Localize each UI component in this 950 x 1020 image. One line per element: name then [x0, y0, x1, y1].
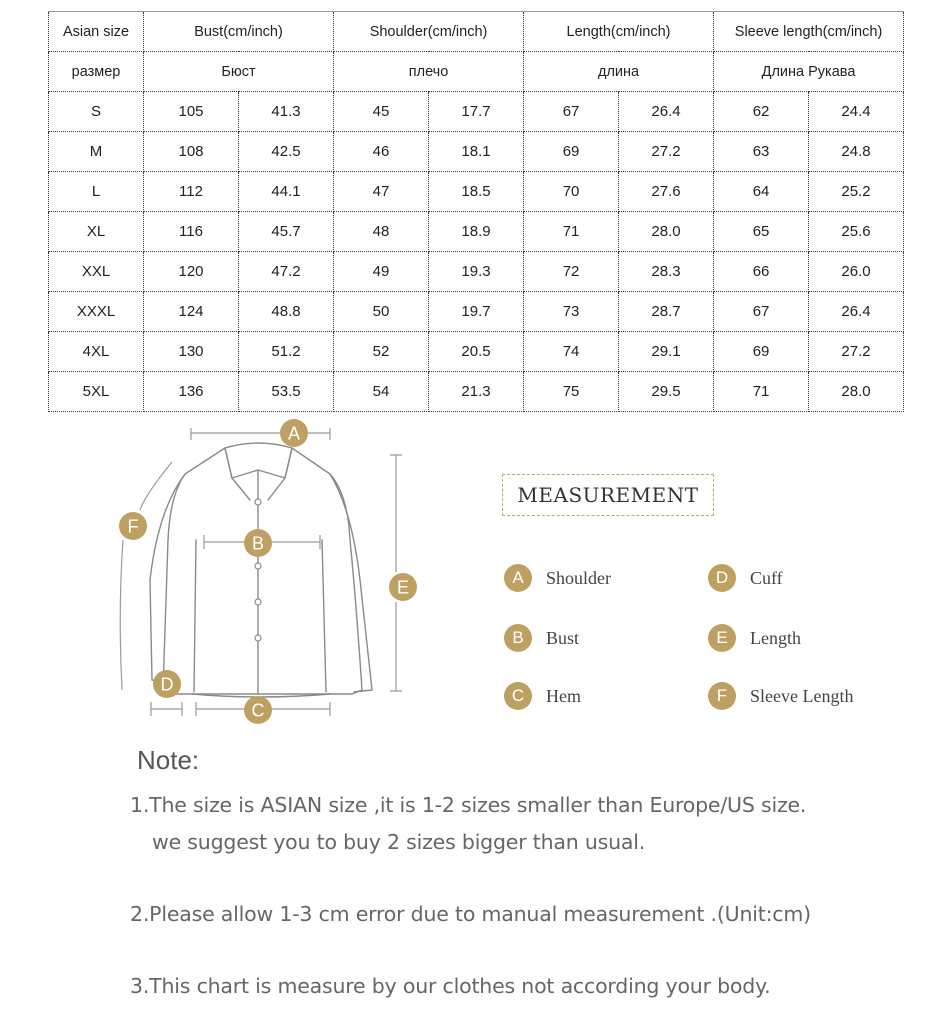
value-cell: 45 — [334, 92, 429, 132]
header-row-russian — [49, 52, 904, 92]
shirt-measurement-diagram — [100, 415, 440, 735]
value-cell: 130 — [144, 332, 239, 372]
legend-badge-b: B — [504, 624, 532, 652]
value-cell: 26.4 — [809, 292, 904, 332]
header-cell: длина — [524, 52, 714, 92]
header-cell: Bust(cm/inch) — [144, 12, 334, 52]
value-cell: 74 — [524, 332, 619, 372]
value-cell: 53.5 — [239, 372, 334, 412]
note-title: Note: — [137, 745, 200, 775]
legend-item-cuff — [708, 564, 783, 592]
value-cell: 26.4 — [619, 92, 714, 132]
value-cell: 67 — [524, 92, 619, 132]
table-row — [49, 212, 904, 252]
table-row — [49, 372, 904, 412]
value-cell: 52 — [334, 332, 429, 372]
length-guide-line — [390, 455, 402, 691]
legend-label-sleeve-length: Sleeve Length — [750, 685, 854, 706]
header-cell: размер — [49, 52, 144, 92]
legend-item-hem — [504, 682, 581, 710]
shoulder-guide-line — [191, 428, 330, 440]
header-cell: Asian size — [49, 12, 144, 52]
marker-a-label: A — [287, 423, 301, 444]
value-cell: 17.7 — [429, 92, 524, 132]
marker-d-label: D — [160, 674, 174, 695]
note-line-1: 1.The size is ASIAN size ,it is 1-2 sizes smaller than Europe/US size. — [130, 793, 807, 817]
value-cell: 27.2 — [809, 332, 904, 372]
value-cell: 63 — [714, 132, 809, 172]
shirt-button — [255, 563, 261, 569]
shirt-button — [255, 499, 261, 505]
legend-badge-f: F — [708, 682, 736, 710]
legend-item-length — [708, 624, 801, 652]
legend-label-hem: Hem — [546, 685, 581, 706]
value-cell: 69 — [524, 132, 619, 172]
size-cell: XXXL — [49, 292, 144, 332]
value-cell: 116 — [144, 212, 239, 252]
header-cell: плечо — [334, 52, 524, 92]
value-cell: 72 — [524, 252, 619, 292]
value-cell: 24.8 — [809, 132, 904, 172]
value-cell: 112 — [144, 172, 239, 212]
value-cell: 18.1 — [429, 132, 524, 172]
legend-badge-e: E — [708, 624, 736, 652]
measurement-title: MEASUREMENT — [517, 483, 699, 507]
size-cell: XL — [49, 212, 144, 252]
marker-c-label: C — [251, 700, 265, 721]
table-row — [49, 132, 904, 172]
measurement-title-box — [502, 474, 714, 516]
marker-b-label: B — [251, 533, 265, 554]
value-cell: 26.0 — [809, 252, 904, 292]
note-line-2: 2.Please allow 1-3 cm error due to manual measurement .(Unit:cm) — [130, 902, 811, 926]
legend-item-bust — [504, 624, 579, 652]
note-line-3: 3.This chart is measure by our clothes not according your body. — [130, 974, 771, 998]
value-cell: 28.3 — [619, 252, 714, 292]
value-cell: 41.3 — [239, 92, 334, 132]
table-body — [49, 92, 904, 412]
value-cell: 105 — [144, 92, 239, 132]
value-cell: 19.3 — [429, 252, 524, 292]
note-line-1-continued: we suggest you to buy 2 sizes bigger than usual. — [152, 830, 646, 854]
size-cell: XXL — [49, 252, 144, 292]
header-cell: Sleeve length(cm/inch) — [714, 12, 904, 52]
shirt-right-sleeve — [330, 474, 372, 692]
legend-label-shoulder: Shoulder — [546, 567, 611, 588]
legend-label-length: Length — [750, 627, 801, 648]
marker-f-label: F — [127, 516, 139, 537]
size-cell: 5XL — [49, 372, 144, 412]
shirt-button — [255, 599, 261, 605]
size-chart-table — [48, 11, 904, 412]
value-cell: 136 — [144, 372, 239, 412]
value-cell: 21.3 — [429, 372, 524, 412]
value-cell: 75 — [524, 372, 619, 412]
legend-label-bust: Bust — [546, 627, 580, 648]
legend-label-cuff: Cuff — [750, 567, 783, 588]
value-cell: 18.9 — [429, 212, 524, 252]
value-cell: 20.5 — [429, 332, 524, 372]
shirt-body-outline — [160, 448, 362, 695]
value-cell: 71 — [714, 372, 809, 412]
legend-badge-c: C — [504, 682, 532, 710]
table-row — [49, 292, 904, 332]
shirt-button — [255, 635, 261, 641]
value-cell: 67 — [714, 292, 809, 332]
value-cell: 45.7 — [239, 212, 334, 252]
value-cell: 27.2 — [619, 132, 714, 172]
value-cell: 24.4 — [809, 92, 904, 132]
value-cell: 29.1 — [619, 332, 714, 372]
value-cell: 19.7 — [429, 292, 524, 332]
value-cell: 28.0 — [619, 212, 714, 252]
size-cell: 4XL — [49, 332, 144, 372]
value-cell: 62 — [714, 92, 809, 132]
value-cell: 71 — [524, 212, 619, 252]
value-cell: 65 — [714, 212, 809, 252]
value-cell: 25.2 — [809, 172, 904, 212]
value-cell: 47 — [334, 172, 429, 212]
size-cell: S — [49, 92, 144, 132]
value-cell: 66 — [714, 252, 809, 292]
value-cell: 48 — [334, 212, 429, 252]
value-cell: 50 — [334, 292, 429, 332]
cuff-guide-line — [151, 702, 182, 716]
size-cell: L — [49, 172, 144, 212]
legend-item-sleeve-length — [708, 682, 853, 710]
header-cell: Length(cm/inch) — [524, 12, 714, 52]
value-cell: 108 — [144, 132, 239, 172]
table-row — [49, 332, 904, 372]
value-cell: 27.6 — [619, 172, 714, 212]
legend-item-shoulder — [504, 564, 611, 592]
value-cell: 73 — [524, 292, 619, 332]
value-cell: 46 — [334, 132, 429, 172]
table-row — [49, 172, 904, 212]
legend-badge-a: A — [504, 564, 532, 592]
value-cell: 120 — [144, 252, 239, 292]
header-row-english — [49, 12, 904, 52]
value-cell: 44.1 — [239, 172, 334, 212]
header-cell: Длина Рукава — [714, 52, 904, 92]
value-cell: 25.6 — [809, 212, 904, 252]
table-row — [49, 252, 904, 292]
value-cell: 28.7 — [619, 292, 714, 332]
header-cell: Бюст — [144, 52, 334, 92]
value-cell: 48.8 — [239, 292, 334, 332]
value-cell: 54 — [334, 372, 429, 412]
value-cell: 64 — [714, 172, 809, 212]
header-cell: Shoulder(cm/inch) — [334, 12, 524, 52]
value-cell: 51.2 — [239, 332, 334, 372]
value-cell: 124 — [144, 292, 239, 332]
value-cell: 70 — [524, 172, 619, 212]
shirt-left-sleeve — [150, 474, 185, 683]
size-cell: M — [49, 132, 144, 172]
value-cell: 69 — [714, 332, 809, 372]
value-cell: 18.5 — [429, 172, 524, 212]
value-cell: 28.0 — [809, 372, 904, 412]
value-cell: 47.2 — [239, 252, 334, 292]
legend-badge-d: D — [708, 564, 736, 592]
table-row — [49, 92, 904, 132]
value-cell: 29.5 — [619, 372, 714, 412]
value-cell: 49 — [334, 252, 429, 292]
value-cell: 42.5 — [239, 132, 334, 172]
marker-e-label: E — [396, 577, 410, 598]
